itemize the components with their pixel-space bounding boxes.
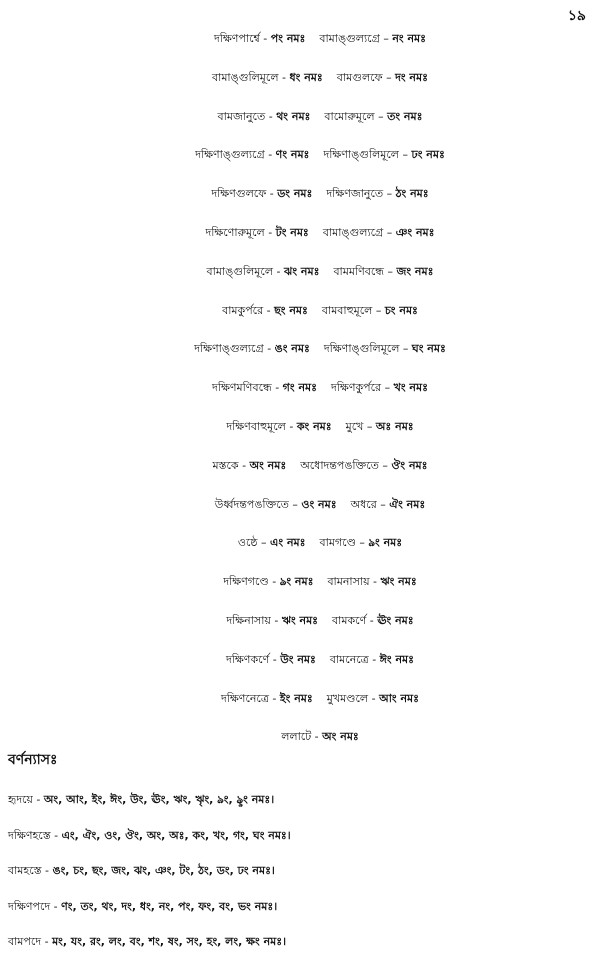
varna-label: বামহস্তে - xyxy=(8,864,53,877)
nyasa-line xyxy=(0,563,600,602)
nyasa-label: মুখে – xyxy=(345,419,376,433)
nyasa-mantra: উং নমঃ xyxy=(280,652,316,666)
nyasa-line xyxy=(0,524,600,563)
varna-line xyxy=(8,782,593,818)
nyasa-mantra: গং নমঃ xyxy=(282,381,317,395)
nyasa-label: ওষ্ঠে – xyxy=(237,536,271,550)
nyasa-line xyxy=(0,20,600,59)
nyasa-label: মস্তকে - xyxy=(212,458,250,472)
nyasa-label: দক্ষিণাঙ্গুলিমূলে – xyxy=(323,342,412,356)
nyasa-mantra: খং নমঃ xyxy=(393,381,428,395)
nyasa-mantra: পং নমঃ xyxy=(270,32,306,45)
nyasa-label: দক্ষিণাঙ্গুলিমূলে – xyxy=(323,148,412,162)
nyasa-mantra: ঞং নমঃ xyxy=(395,225,435,239)
nyasa-mantra: ঠং নমঃ xyxy=(395,187,429,201)
nyasa-mantra: ডং নমঃ xyxy=(277,187,313,201)
nyasa-mantra: জং নমঃ xyxy=(396,264,434,278)
nyasa-line xyxy=(0,680,600,719)
nyasa-mantra: থং নমঃ xyxy=(276,109,311,123)
nyasa-label: ললাটে - xyxy=(281,730,323,744)
section-heading: বর্ণন্যাসঃ xyxy=(8,752,58,768)
nyasa-mantra: অং নমঃ xyxy=(322,730,359,744)
varna-line xyxy=(8,818,593,854)
nyasa-mantra: ঊং নমঃ xyxy=(377,613,414,627)
nyasa-label: বামনেত্রে - xyxy=(329,652,380,666)
nyasa-line xyxy=(0,408,600,447)
nyasa-label: উর্ধ্বদন্তপঙক্তিতে – xyxy=(214,497,302,511)
nyasa-mantra: ঋং নমঃ xyxy=(281,613,319,627)
nyasa-label: দক্ষিণজানুতে – xyxy=(326,187,396,201)
nyasa-mantra: ঔং নমঃ xyxy=(391,458,428,472)
nyasa-mantra: দং নমঃ xyxy=(395,70,428,84)
varna-line xyxy=(8,853,593,889)
nyasa-label: দক্ষিণগণ্ডে - xyxy=(223,575,280,589)
nyasa-label: বামবাহুমূলে – xyxy=(321,303,385,317)
nyasa-label: দক্ষিণাঙ্গুল্যগ্রে - xyxy=(195,148,276,162)
nyasa-mantra: আং নমঃ xyxy=(379,691,420,705)
nyasa-line xyxy=(0,175,600,214)
nyasa-line xyxy=(0,98,600,137)
varna-label: বামপদে - xyxy=(8,935,53,948)
varna-label: দক্ষিণহস্তে - xyxy=(8,828,62,842)
nyasa-label: দক্ষিণকর্ণে - xyxy=(225,652,281,666)
nyasa-label: দক্ষিণগুলফে - xyxy=(211,187,278,201)
nyasa-label: বামোরুমূলে – xyxy=(324,109,388,123)
nyasa-mantra: অঃ নমঃ xyxy=(375,419,414,433)
nyasa-line xyxy=(0,59,600,98)
nyasa-line xyxy=(0,641,600,680)
nyasa-label: দক্ষিণকুর্পরে – xyxy=(330,381,394,395)
nyasa-mantra: ঝং নমঃ xyxy=(284,264,320,278)
nyasa-label: বামমণিবন্ধে – xyxy=(333,264,397,278)
nyasa-label: দক্ষিনাসায় - xyxy=(226,613,282,627)
nyasa-label: দক্ষিণবাহুমূলে - xyxy=(226,419,297,433)
varna-label: দক্ষিণপদে - xyxy=(8,899,62,913)
centered-nyasa-list xyxy=(0,20,600,757)
page-number: ১৯ xyxy=(567,8,586,24)
nyasa-line xyxy=(0,447,600,486)
nyasa-label: দক্ষিণনেত্রে - xyxy=(220,691,280,705)
nyasa-label: দক্ষিণমণিবন্ধে - xyxy=(212,381,283,395)
nyasa-mantra: নং নমঃ xyxy=(392,32,427,45)
varna-line xyxy=(8,889,593,925)
nyasa-label: অধোদন্তপঙক্তিতে – xyxy=(300,458,392,472)
nyasa-label: দক্ষিণোরুমূলে - xyxy=(205,225,276,239)
nyasa-line xyxy=(0,330,600,369)
nyasa-mantra: ঐং নমঃ xyxy=(389,497,426,511)
nyasa-label: বামগুলফে – xyxy=(336,70,396,84)
varna-mantra: মং, যং, রং, লং, বং, শং, ষং, সং, হং, লং, ক্ষং নমঃ। xyxy=(52,935,287,948)
nyasa-mantra: ঌং নমঃ xyxy=(368,536,403,550)
nyasa-mantra: এং নমঃ xyxy=(270,536,306,550)
nyasa-mantra: ঋং নমঃ xyxy=(380,575,417,589)
nyasa-line xyxy=(0,214,600,253)
varna-mantra: ঙং, চং, ছং, জং, ঝং, ঞং, টং, ঠং, ডং, ঢং নমঃ। xyxy=(52,864,275,877)
nyasa-label: অধরে – xyxy=(350,497,390,511)
nyasa-label: বামাঙ্গুলিমূলে - xyxy=(206,264,284,278)
nyasa-mantra: ঢং নমঃ xyxy=(411,148,445,162)
nyasa-line xyxy=(0,369,600,408)
nyasa-label: বামগণ্ডে – xyxy=(319,536,369,550)
nyasa-label: দক্ষিণাঙ্গুল্যগ্রে - xyxy=(194,342,275,356)
nyasa-line xyxy=(0,602,600,641)
nyasa-label: মুখমণ্ডলে - xyxy=(326,691,380,705)
nyasa-mantra: ওং নমঃ xyxy=(301,497,337,511)
nyasa-mantra: ঈং নমঃ xyxy=(379,652,415,666)
nyasa-mantra: ঌং নমঃ xyxy=(279,575,314,589)
nyasa-line xyxy=(0,486,600,525)
varna-mantra: এং, ঐং, ওং, ঔং, অং, অঃ, কং, খং, গং, ঘং নমঃ। xyxy=(61,828,291,842)
nyasa-label: বামকর্ণে - xyxy=(332,613,378,627)
nyasa-mantra: ধং নমঃ xyxy=(289,70,323,84)
nyasa-line xyxy=(0,718,600,757)
nyasa-line xyxy=(0,136,600,175)
nyasa-mantra: ণং নমঃ xyxy=(275,148,310,162)
varna-line xyxy=(8,924,593,960)
nyasa-label: বামনাসায় - xyxy=(327,575,381,589)
nyasa-mantra: ছং নমঃ xyxy=(274,303,308,317)
nyasa-label: বামাঙ্গুল্যগ্রে – xyxy=(322,225,396,239)
nyasa-mantra: চং নমঃ xyxy=(384,303,418,317)
nyasa-mantra: ঙং নমঃ xyxy=(274,342,310,356)
nyasa-label: বামাঙ্গুলিমূলে - xyxy=(212,70,290,84)
nyasa-line xyxy=(0,292,600,331)
nyasa-mantra: অং নমঃ xyxy=(249,458,287,472)
nyasa-line xyxy=(0,253,600,292)
varna-nyasa-list xyxy=(8,782,593,960)
nyasa-mantra: তং নমঃ xyxy=(387,109,423,123)
nyasa-label: বামজানুতে - xyxy=(217,109,277,123)
nyasa-label: বামাঙ্গুল্যগ্রে – xyxy=(319,32,393,45)
nyasa-mantra: ইং নমঃ xyxy=(279,691,313,705)
varna-mantra: ণং, তং, থং, দং, ধং, নং, পং, ফং, বং, ভং নমঃ। xyxy=(61,899,278,913)
nyasa-label: দক্ষিণপার্শ্বে - xyxy=(213,32,271,45)
varna-mantra: অং, আং, ইং, ঈং, উং, ঊং, ঋং, ৠং, ঌং, ৡং নমঃ। xyxy=(43,793,275,806)
nyasa-mantra: কং নমঃ xyxy=(296,419,332,433)
nyasa-mantra: ঘং নমঃ xyxy=(411,342,446,356)
nyasa-label: বামকুর্পরে - xyxy=(222,303,275,317)
nyasa-mantra: টং নমঃ xyxy=(275,225,309,239)
varna-label: হৃদয়ে - xyxy=(8,793,44,806)
